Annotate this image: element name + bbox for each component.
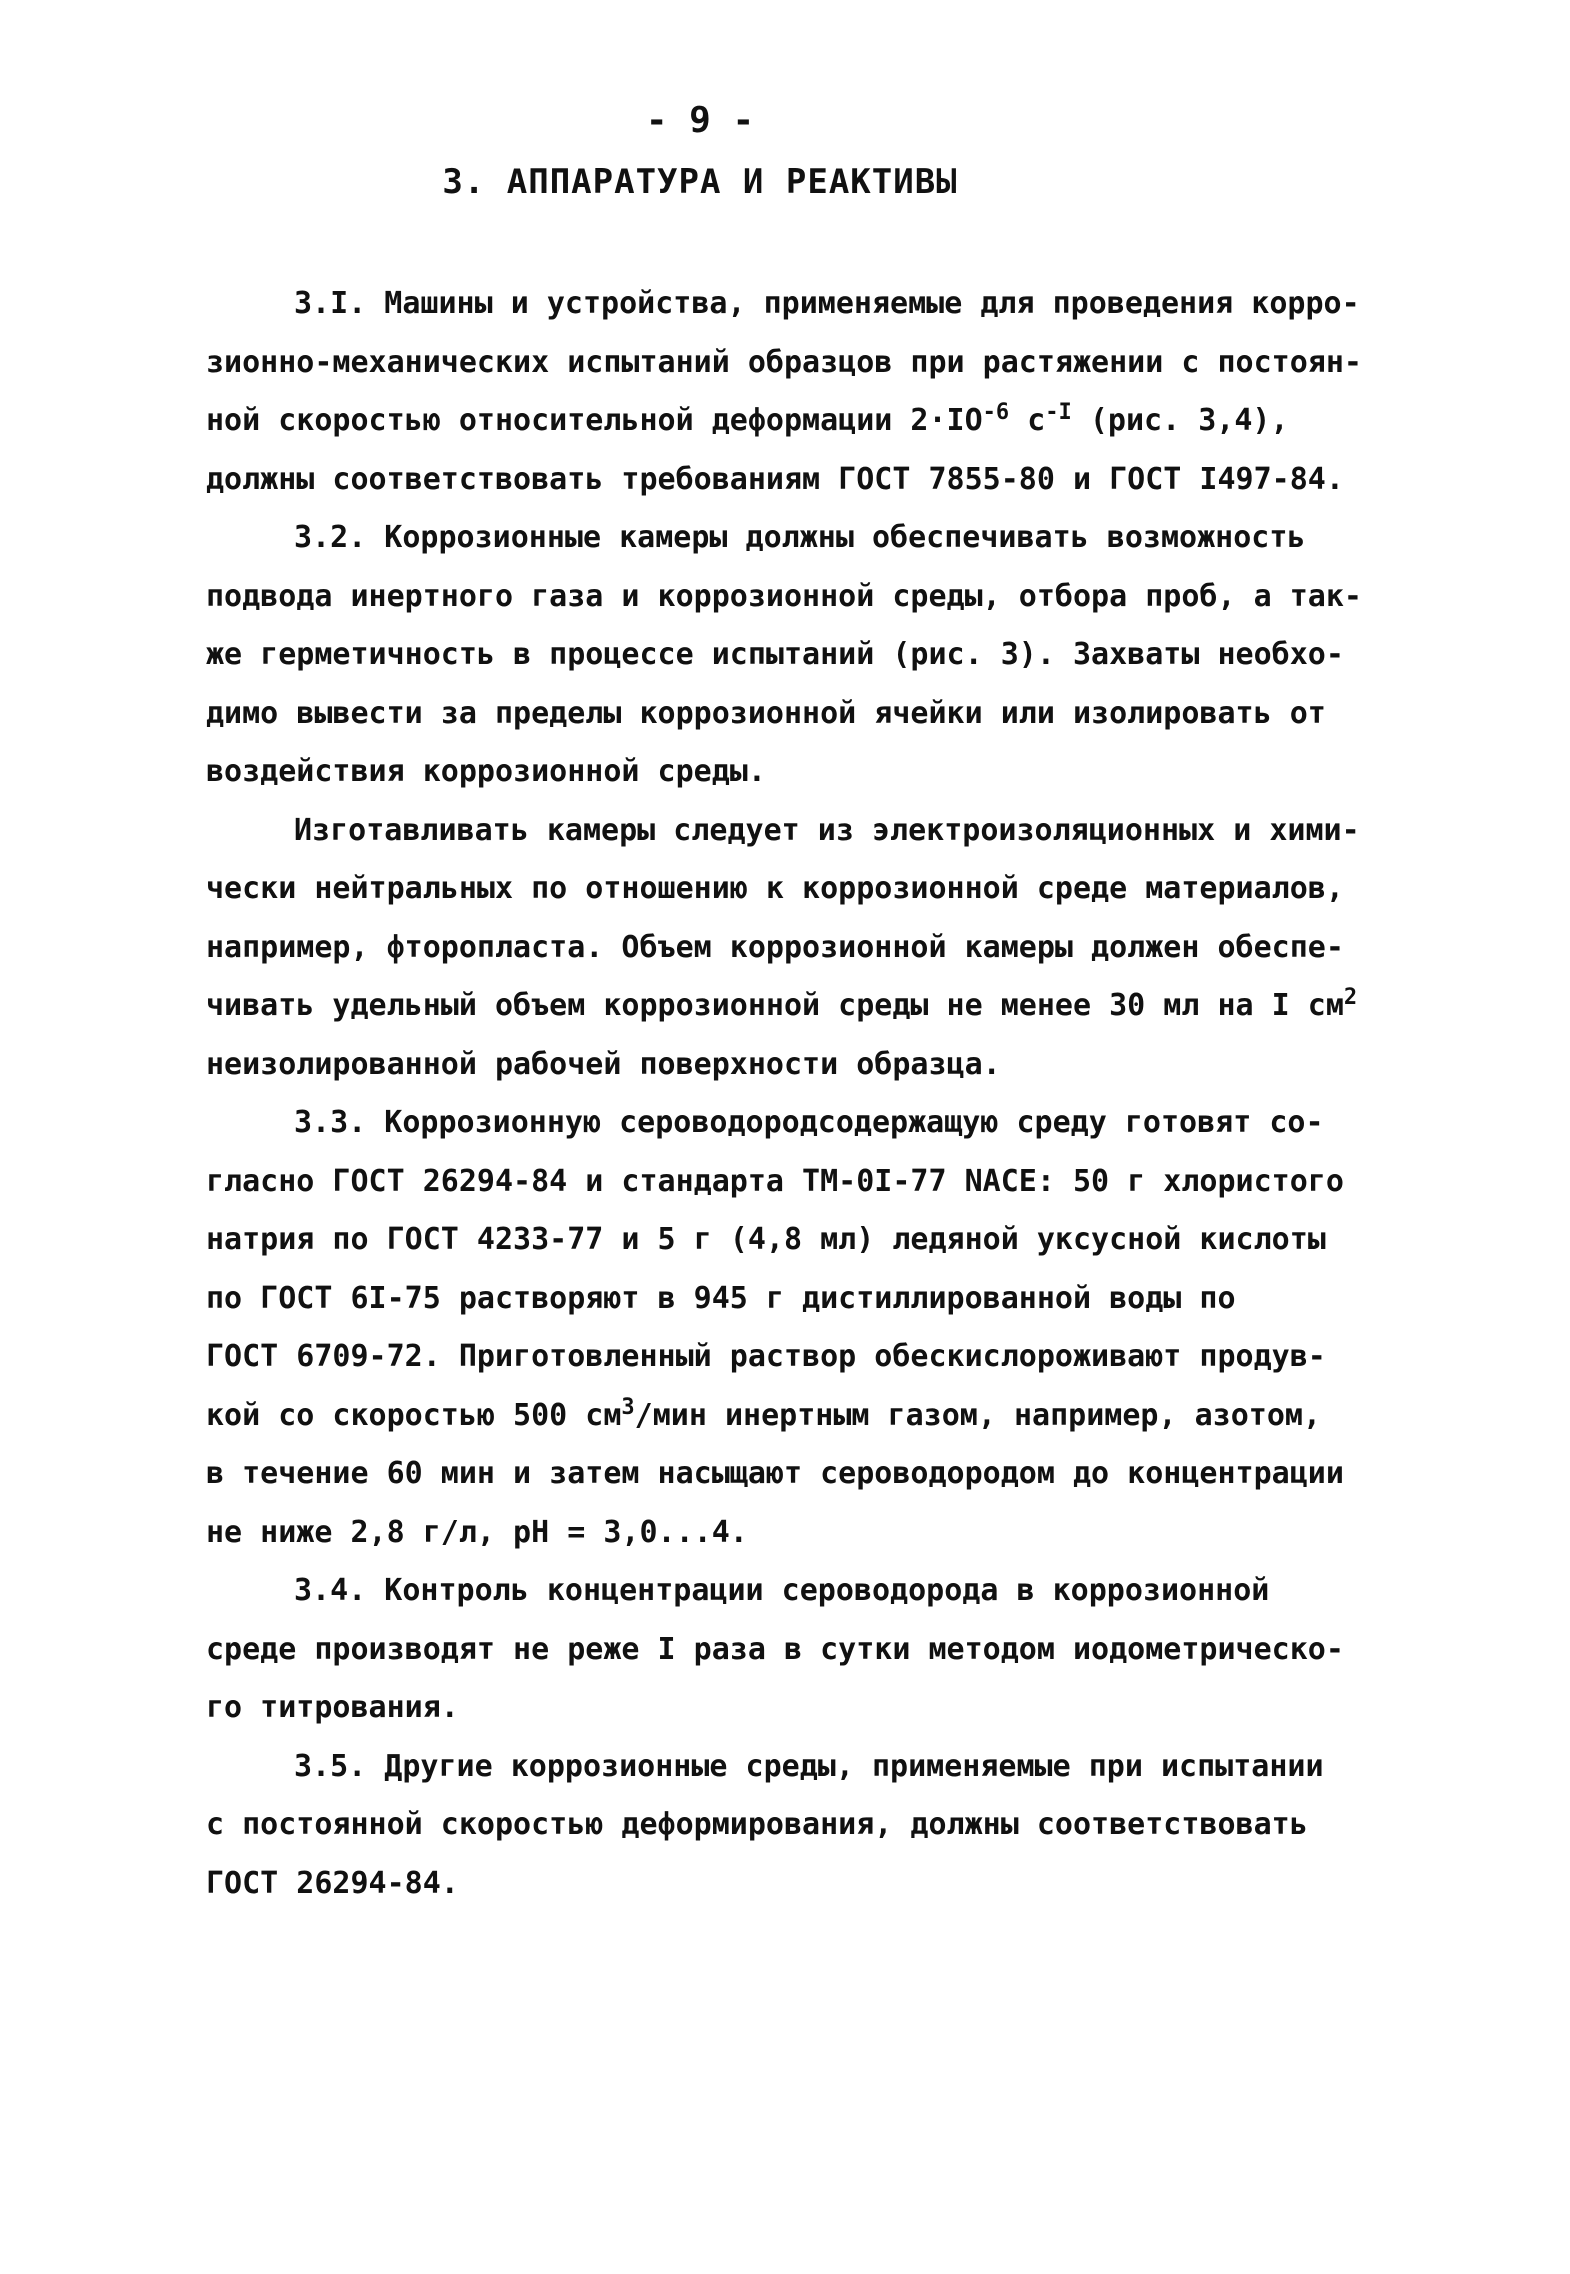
paragraph-3-3-line-8: не ниже 2,8 г/л, рН = 3,0...4.	[206, 1514, 748, 1550]
paragraph-3-5-line-3: ГОСТ 26294-84.	[206, 1865, 459, 1901]
paragraph-3-2-line-2: подвода инертного газа и коррозионной среды, отбора проб, а так-	[206, 578, 1362, 614]
paragraph-chambers-line-1: Изготавливать камеры следует из электроизоляционных и хими-	[294, 812, 1360, 848]
paragraph-3-3-line-2: гласно ГОСТ 26294-84 и стандарта ТМ-0I-77 NACE: 50 г хлористого	[206, 1163, 1344, 1199]
paragraph-3-2-line-4: димо вывести за пределы коррозионной ячейки или изолировать от	[206, 695, 1326, 731]
paragraph-3-1-line-3	[206, 392, 1371, 451]
paragraph-3-4-line-2: среде производят не реже I раза в сутки методом иодометрическо-	[206, 1631, 1344, 1667]
paragraph-3-3-line-6	[206, 1387, 1371, 1446]
paragraph-3-5-line-2: с постоянной скоростью деформирования, должны соответствовать	[206, 1807, 1308, 1842]
paragraph-3-5-line-1: 3.5. Другие коррозионные среды, применяемые при испытании	[294, 1748, 1324, 1784]
text-fragment: /мин инертным газом, например, азотом,	[634, 1397, 1322, 1433]
paragraph-chambers-line-2: чески нейтральных по отношению к коррозионной среде материалов,	[206, 871, 1344, 906]
paragraph-3-2-line-1: 3.2. Коррозионные камеры должны обеспечивать возможность	[294, 520, 1306, 555]
text-fragment: кой со скоростью 500 см	[206, 1397, 622, 1433]
superscript: 3	[621, 1394, 635, 1420]
paragraph-3-3-line-7: в течение 60 мин и затем насыщают сероводородом до концентрации	[206, 1456, 1344, 1491]
paragraph-chambers-line-5: неизолированной рабочей поверхности образца.	[206, 1046, 1001, 1082]
superscript: -6	[982, 400, 1010, 425]
paragraph-3-1-line-2: зионно-механических испытаний образцов при растяжении с постоян-	[206, 344, 1362, 380]
paragraph-3-1-line-1: 3.I. Машины и устройства, применяемые для проведения корро-	[294, 286, 1360, 321]
section-title: 3. АППАРАТУРА И РЕАКТИВЫ	[442, 162, 958, 202]
text-fragment: чивать удельный объем коррозионной среды не менее 30 мл на I см	[206, 988, 1344, 1023]
text-fragment: ной скоростью относительной деформации 2·IO	[206, 403, 983, 438]
text-fragment: с	[1009, 403, 1046, 438]
paragraph-chambers-line-4	[206, 977, 1371, 1036]
paragraph-3-2-line-5: воздействия коррозионной среды.	[206, 754, 766, 789]
paragraph-chambers-line-3: например, фторопласта. Объем коррозионной камеры должен обеспе-	[206, 929, 1344, 965]
paragraph-3-2-line-3: же герметичность в процессе испытаний (рис. 3). Захваты необхо-	[206, 637, 1344, 672]
page-number: - 9 -	[645, 100, 755, 141]
paragraph-3-3-line-1: 3.3. Коррозионную сероводородсодержащую среду готовят со-	[294, 1105, 1324, 1140]
paragraph-3-3-line-5: ГОСТ 6709-72. Приготовленный раствор обескислороживают продув-	[206, 1339, 1326, 1374]
superscript: 2	[1343, 985, 1358, 1010]
paragraph-3-4-line-3: го титрования.	[206, 1690, 459, 1725]
paragraph-3-4-line-1: 3.4. Контроль концентрации сероводорода в коррозионной	[294, 1573, 1270, 1608]
document-body	[206, 275, 1371, 1913]
paragraph-3-3-line-4: по ГОСТ 6I-75 растворяют в 945 г дистиллированной воды по	[206, 1280, 1236, 1316]
superscript: -I	[1045, 400, 1072, 425]
paragraph-3-3-line-3: натрия по ГОСТ 4233-77 и 5 г (4,8 мл) ледяной уксусной кислоты	[206, 1222, 1326, 1257]
paragraph-3-1-line-4: должны соответствовать требованиям ГОСТ 7855-80 и ГОСТ I497-84.	[206, 461, 1344, 497]
text-fragment: (рис. 3,4),	[1071, 403, 1289, 438]
